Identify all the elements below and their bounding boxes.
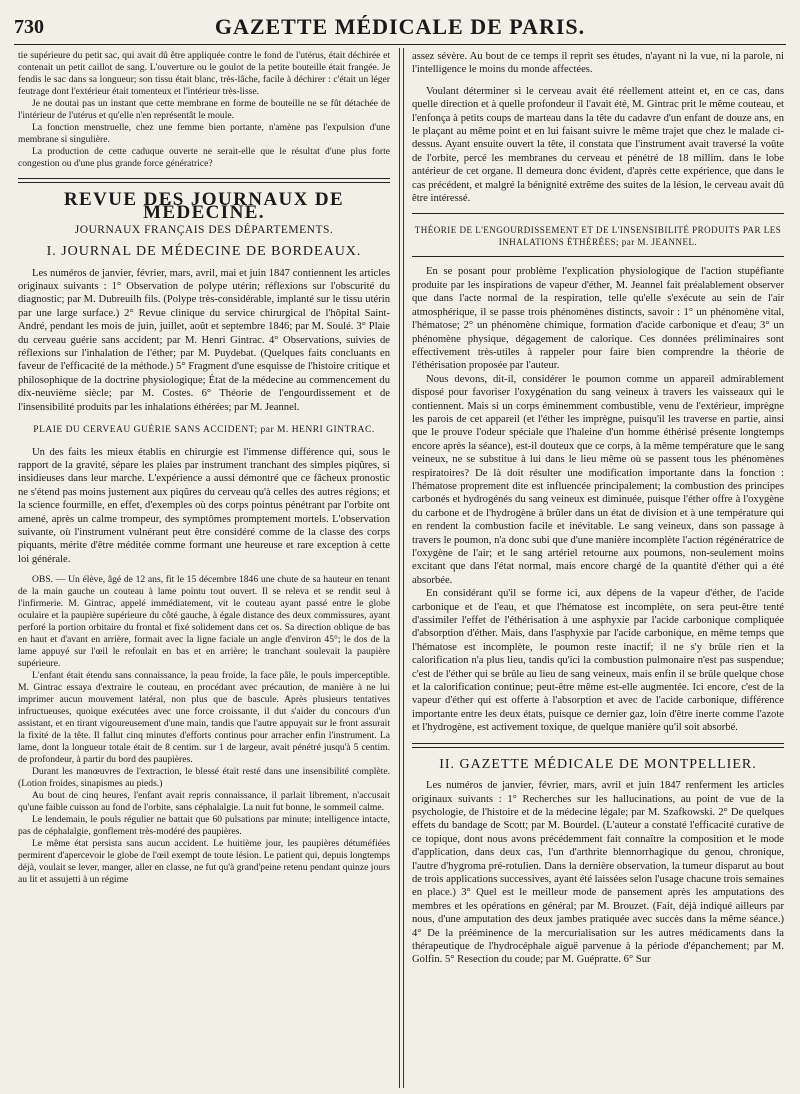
paragraph: En considérant qu'il se forme ici, aux dépens de la vapeur d'éther, de l'acide carbonique et de l'eau, et que l'hématose est incomplète, on sera peut-être tenté d'assimiler l'effet de l'éthérisation à une asphyxie par l'acide carbonique compliquée d'absorption d'éther. Mais, dans l'asphyxie par l'acide carbonique, en même temps que l'hématose est incomplète, le poumon reste inactif; il ne s'y brûle rien et la calorification n'a plus lieu, tandis qu'ici la combustion pulmonaire n'est pas suspendue; c'est de l'éther qui se brûle au lieu de sang veineux, mais enfin il se brûle quelque chose et la calorification continue; peut-être même est-elle augmentée. Ici encore, c'est de la vapeur d'éther qui est offerte à l'absorption et avec de l'acide carbonique, différence importante entre les deux états, puisque ce dernier gaz, loin d'être inerte comme l'azote et l'hydrogène, est activement toxique, de quelque manière qu'il soit absorbé. (412, 588, 784, 734)
paragraph: Au bout de cinq heures, l'enfant avait repris connaissance, il parlait librement, n'accusait qu'une faible cuisson au fond de l'orbite, sans céphalalgie. La nuit fut bonne, le sommeil calme. (18, 790, 390, 814)
paragraph: tie supérieure du petit sac, qui avait dû être appliquée contre le fond de l'utérus, était déchirée et contenait un petit caillot de sang. L'ouverture ou le goulot de la petite bouteille était frangée. Je fendis le sac dans sa longueur; son tissu était blanc, très-lâche, facile à déchirer : c'était un léger feutrage dont l'extérieur était tomenteux et l'intérieur très-lisse. (18, 50, 390, 97)
revue-subtitle: JOURNAUX FRANÇAIS DES DÉPARTEMENTS. (74, 223, 334, 236)
article-divider (412, 256, 784, 257)
left-column (18, 50, 390, 886)
paragraph: Les numéros de janvier, février, mars, avril, mai et juin 1847 contiennent les articles originaux suivants : 1° Observation de polype utérin; réflexions sur l'obscurité du diagnostic; par M. Dubreuilh fils. (Polype très-considérable, implanté sur le tissu utérin par une large surface.) 2° Revue clinique du service chirurgical de l'hôpital Saint-André, pendant les mois de juin, juillet, août et septembre 1846; par M. Soulé. 3° Plaie du cerveau guérie sans accident; par M. Henri Gintrac. 4° Observations, suivies de réflexions sur l'inhalation de l'éther; par M. Puydebat. (Quelques faits concluants en faveur de l'efficacité de la méthode.) 5° Fragment d'une esquisse de l'histoire critique et philosophique de la doctrine physiologique; État de la médecine au commencement du dix-neuvième siècle; par M. Costes. 6° Théorie de l'engourdissement et de l'insensibilité produits par les inhalations éthérées; par M. Jeannel. (18, 267, 390, 413)
paragraph: Le lendemain, le pouls régulier ne battait que 60 pulsations par minute; intelligence intacte, pas de céphalalgie, gonflement très-modéré des paupières. (18, 814, 390, 838)
paragraph: Le même état persista sans aucun accident. Le huitième jour, les paupières détuméfiées permirent d'apercevoir le globe de l'œil exempt de toute lésion. Le patient qui, depuis longtemps déjà, voulait se lever, manger, aller en classe, ne fut qu'à grand'peine retenu pendant quinze jours au lit et assujetti à un régime (18, 838, 390, 886)
section-divider (412, 743, 784, 748)
paragraph: Je ne doutai pas un instant que cette membrane en forme de bouteille ne se fût détachée de l'intérieur de l'utérus et qu'elle n'en représentât le moule. (18, 98, 390, 121)
journal-title: GAZETTE MÉDICALE DE PARIS. (214, 14, 586, 39)
article-divider (412, 213, 784, 214)
paragraph: Voulant déterminer si le cerveau avait été réellement atteint et, en ce cas, dans quelle direction et à quelle profondeur il l'avait été, M. Gintrac prit le même couteau, et l'enfonça à petits coups de marteau dans la tête du cadavre d'un enfant de douze ans, en le plaçant au même point et en lui faisant suivre le même trajet que chez le malade ci-dessus. Ayant ensuite ouvert la tête, il constata que l'instrument avait traversé la voûte de l'orbite, percé les membranes du cerveau et pénétré de 18 millim. dans le lobe antérieur de cet organe. Il demeura donc évident, d'après cette expérience, que dans le cas précédent, et malgré la bénignité extrême des suites de la lésion, le cerveau avait dû être intéressé. (412, 85, 784, 205)
paragraph: Les numéros de janvier, février, mars, avril et juin 1847 renferment les articles originaux suivants : 1° Recherches sur les hallucinations, au point de vue de la psychologie, de l'histoire et de la médecine légale; par M. Szafkowski. 2° De quelques effets du bandage de Scott; par M. Bourdel. (L'auteur a constaté l'efficacité curative de ce topique, dont nous avons précédemment fait connaître la composition et le mode d'application, dans deux cas, l'un d'arthrite blennorrhagique du genou, chronique, l'autre d'hygroma pré-rotulien. Dans la dernière observation, la tumeur disparut au bout de trois applications successives, ayant été laissées selon l'usage chacune trois semaines en place.) 3° Quel est le meilleur mode de pansement après les amputations des membres et les opérations en général; par M. Brouzet. (Fait, déjà indiqué ailleurs par nous, d'une amputation des deux jambes pratiquée avec succès dans la même séance.) 4° De la prééminence de la mercurialisation sur les autres médicaments dans la thérapeutique de l'hydrocéphale aiguë parvenue à la période d'épanchement; par M. Golfin. 5° Resection du coude; par M. Guépratte. 6° Sur (412, 780, 784, 966)
observation (18, 574, 390, 886)
article-title: PLAIE DU CERVEAU GUÉRIE SANS ACCIDENT; par M. HENRI GINTRAC. (33, 425, 375, 436)
paragraph: Durant les manœuvres de l'extraction, le blessé était resté dans une insensibilité complète. (Lotion froides, sinapismes au pieds.) (18, 766, 390, 790)
section-divider (18, 178, 390, 183)
continued-article (18, 50, 390, 170)
page-number: 730 (14, 16, 44, 38)
article-title: THÉORIE DE L'ENGOURDISSEMENT ET DE L'INSENSIBILITÉ PRODUITS PAR LES INHALATIONS ÉTHÉRÉES; par M. JEANNEL. (414, 225, 782, 248)
section-title: II. GAZETTE MÉDICALE DE MONTPELLIER. (439, 756, 757, 772)
section-title: I. JOURNAL DE MÉDECINE DE BORDEAUX. (46, 244, 362, 260)
page-header (14, 14, 786, 45)
paragraph: La fonction menstruelle, chez une femme bien portante, n'amène pas l'expulsion d'une membrane si singulière. (18, 122, 390, 145)
paragraph: Un des faits les mieux établis en chirurgie est l'immense différence qui, sous le rapport de la gravité, sépare les plaies par instrument tranchant des simples piqûres, si insidieuses dans leur marche. L'expérience a aussi démontré que ce fâcheux pronostic ne s'étend pas moins justement aux piqûres du cerveau qu'à celles des autres régions; et la science fourmille, en effet, d'exemples où des corps pointus pénétrant par l'orbite ont amené, après un calme trompeur, des symptômes promptement mortels. L'observation suivante, où l'instrument vulnérant peut être considéré comme de la classe des corps piquants, mérite d'être méditée comme formant une heureuse et rare exception à cette loi générale. (18, 446, 390, 565)
paragraph: La production de cette caduque ouverte ne serait-elle que le résultat d'une plus forte congestion ou d'une plus grande force génératrice? (18, 146, 390, 169)
right-column (412, 50, 784, 967)
paragraph: En se posant pour problème l'explication physiologique de l'action stupéfiante produite par les inspirations de vapeur d'éther, M. Jeannel fait préalablement observer que dans l'acte normal de la respiration, telle qu'elle s'exécute au sein de l'air atmosphérique, il se passe trois phénomènes distincts, savoir : 1° un phénomène vital, l'hématose; 2° un phénomène chimique, formation d'acide carbonique et d'eau; 3° un phénomène physique, dégagement de calorique. Ces données préliminaires sont effectivement très-utiles à rappeler pour faire bien comprendre la théorie de l'éthérisation proposée par l'auteur. (412, 266, 784, 372)
paragraph: assez sévère. Au bout de ce temps il reprit ses études, n'ayant ni la vue, ni la parole, ni l'intelligence le moins du monde affectées. (412, 51, 784, 76)
paragraph: OBS. — Un élève, âgé de 12 ans, fit le 15 décembre 1846 une chute de sa hauteur en tenant de la main gauche un couteau à lame pointu tout ouvert. Il se releva et se rendit seul à l'infirmerie. M. Gintrac, appelé immédiatement, vit le couteau ayant passé entre le globe oculaire et la paupière supérieure du côté gauche, à égale distance des deux commissures, ayant perforé la portion orbitaire du frontal et fixé solidement dans cet os. Sa direction oblique de bas en haut et d'avant en arrière, formait avec la ligne faciale un angle d'environ 45°; le dos de la lame appuyé sur l'œil le refoulait en bas et en arrière; le tranchant soulevait la paupière supérieure. (18, 574, 390, 670)
column-divider (399, 48, 404, 1088)
paragraph: L'enfant était étendu sans connaissance, la peau froide, la face pâle, le pouls imperceptible. M. Gintrac essaya d'extraire le couteau, en procédant avec précaution, de manière à ne lui imprimer aucun mouvement latéral, non plus que de bascule. Après plusieurs tentatives infructueuses, quoique exécutées avec une force croissante, il dut s'aider du concours d'un assistant, et en tirant vigoureusement d'une main, tandis que l'autre appuyait sur le front assurait la fixité de la tête. Il fallut cinq minutes d'efforts continus pour arracher enfin l'instrument. La lame, dont la longueur totale était de 8 centim. sur 1 de largeur, avait pénétré jusqu'à 5 centim. de profondeur, à partir du bord des paupières. (18, 670, 390, 766)
paragraph: Nous devons, dit-il, considérer le poumon comme un appareil admirablement disposé pour favoriser l'oxygénation du sang veineux à travers les vaisseaux qui le contiennent. Mais si un corps éminemment combustible, venu de l'extérieur, imprègne les parois de cet appareil (et l'éther les imprègne, puisqu'il les traverse en partie, ainsi que le prouve l'odeur spéciale que l'haleine d'un homme éthérisé présente longtemps encore après la séance), est-il douteux que ce corps, à la même température que le sang veineux, ne se substitue à lui dans le lieu même où se passent tous les phénomènes respiratoires? De là doit résulter une modification importante dans la fonction : l'hématose proprement dite est influencée principalement; la combustion des principes carbonés et hydrogénés du sang veineux est diminuée, puisque l'éther offre à l'oxygène du carbone et de l'hydrogène à brûler dans un état de division et à une température qui en rendent la combustion facile et inévitable. Le sang veineux, dans son passage à travers le poumon, n'a donc subi que d'une manière incomplète l'action régénératrice de l'oxygène de l'air; et le sang artériel retourne aux poumons, non-seulement moins excitant que dans l'état normal, mais encore chargé de la quantité d'éther qui a été absorbée. (412, 373, 784, 586)
revue-title: REVUE DES JOURNAUX DE MÉDECINE. (63, 189, 345, 224)
